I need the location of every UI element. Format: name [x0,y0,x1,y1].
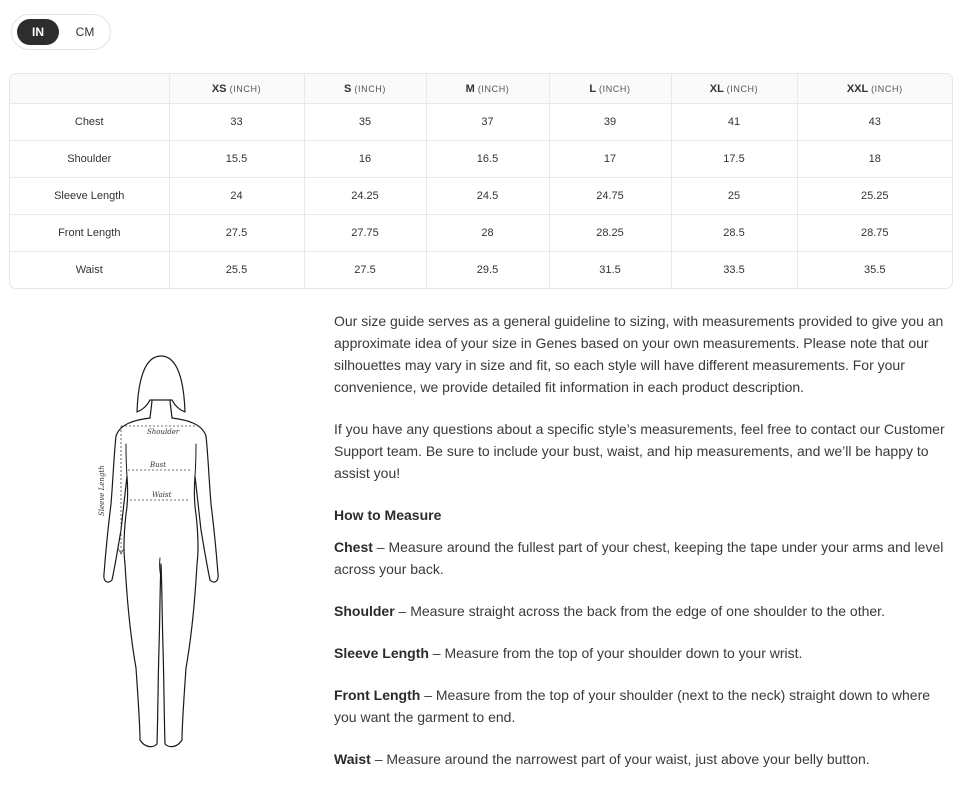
column-header [304,74,426,104]
table-cell: 25.5 [169,252,304,289]
measure-item-chest [334,536,954,580]
row-label: Waist [10,252,169,289]
table-cell: 37 [426,104,549,141]
table-cell: 24.75 [549,178,671,215]
table-cell: 33 [169,104,304,141]
table-cell: 18 [797,141,952,178]
table-cell: 35 [304,104,426,141]
size-label: XL [709,82,724,95]
how-to-measure-heading: How to Measure [334,507,442,523]
table-cell: 25.25 [797,178,952,215]
table-cell: 33.5 [671,252,797,289]
table-cell: 28.5 [671,215,797,252]
size-label: S [344,82,352,95]
row-label: Front Length [10,215,169,252]
table-row [10,104,952,141]
table-header-row [10,74,952,104]
size-label: XS [211,82,227,95]
table-row [10,141,952,178]
unit-label: (INCH) [599,83,631,94]
size-label: M [465,82,475,95]
column-header [671,74,797,104]
shoulder-figure-label: Shoulder [147,428,180,436]
measure-desc: – Measure from the top of your shoulder down to your wrist. [428,645,803,661]
measure-desc: – Measure straight across the back from the edge of one shoulder to the other. [394,603,885,619]
table-cell: 28.75 [797,215,952,252]
contact-paragraph: If you have any questions about a specific style’s measurements, feel free to contact our Customer Support team. Be sure to include your bust, waist, and hip measurements, and we’ll be happy to assist you! [334,421,945,481]
unit-label: (INCH) [477,83,510,94]
measurement-figure [64,352,266,752]
measure-item-front-length [334,684,954,728]
table-cell: 24.5 [426,178,549,215]
measure-desc: – Measure around the narrowest part of your waist, just above your belly button. [370,751,870,767]
unit-label: (INCH) [354,83,386,94]
table-cell: 28 [426,215,549,252]
table-cell: 16.5 [426,141,549,178]
unit-toggle [11,14,111,50]
table-cell: 43 [797,104,952,141]
row-label: Sleeve Length [10,178,169,215]
column-header [797,74,952,104]
bust-figure-label: Bust [150,461,167,469]
table-cell: 24 [169,178,304,215]
size-label: XXL [846,82,869,95]
table-row [10,178,952,215]
unit-label: (INCH) [726,83,759,94]
measure-item-sleeve-length [334,642,954,664]
table-cell: 16 [304,141,426,178]
measure-desc: – Measure around the fullest part of your chest, keeping the tape under your arms and level across your back. [334,539,944,577]
size-label: L [589,82,596,95]
unit-label: (INCH) [229,83,262,94]
intro-paragraph: Our size guide serves as a general guideline to sizing, with measurements provided to give you an approximate idea of your size in Genes based on your own measurements. Please note that our silhouettes may vary in size and fit, so each style will have different measurements. For your convenience, we provide detailed fit information in each product description. [334,313,944,395]
unit-cm-button[interactable]: CM [75,25,95,39]
unit-label: (INCH) [871,83,903,94]
measure-desc: – Measure from the top of your shoulder (next to the neck) straight down to where you want the garment to end. [334,687,931,725]
sleeve-figure-label: Sleeve Length [98,465,106,516]
table-cell: 15.5 [169,141,304,178]
measure-term: Shoulder [334,603,395,619]
table-cell: 27.75 [304,215,426,252]
measure-item-waist [334,748,954,770]
table-cell: 25 [671,178,797,215]
size-guide-copy [334,310,954,790]
table-row [10,252,952,289]
body-silhouette-icon [64,352,266,752]
measure-term: Chest [334,539,373,555]
header-empty-cell [10,74,169,104]
measure-term: Front Length [334,687,421,703]
size-chart-table [9,73,953,289]
table-cell: 41 [671,104,797,141]
column-header [549,74,671,104]
table-cell: 17.5 [671,141,797,178]
table-cell: 35.5 [864,264,886,276]
table-row [10,215,952,252]
measure-term: Waist [334,751,371,767]
measure-term: Sleeve Length [334,645,429,661]
table-cell: 29.5 [426,252,549,289]
table-cell: 27.5 [304,252,426,289]
row-label: Chest [10,104,169,141]
table-cell: 31.5 [549,252,671,289]
column-header [169,74,304,104]
unit-in-button[interactable]: IN [17,19,59,45]
table-cell: 27.5 [169,215,304,252]
table-cell: 39 [549,104,671,141]
table-cell: 24.25 [304,178,426,215]
column-header [426,74,549,104]
waist-figure-label: Waist [152,491,172,499]
table-cell: 17 [549,141,671,178]
table-cell: 28.25 [549,215,671,252]
measure-item-shoulder [334,600,954,622]
row-label: Shoulder [10,141,169,178]
